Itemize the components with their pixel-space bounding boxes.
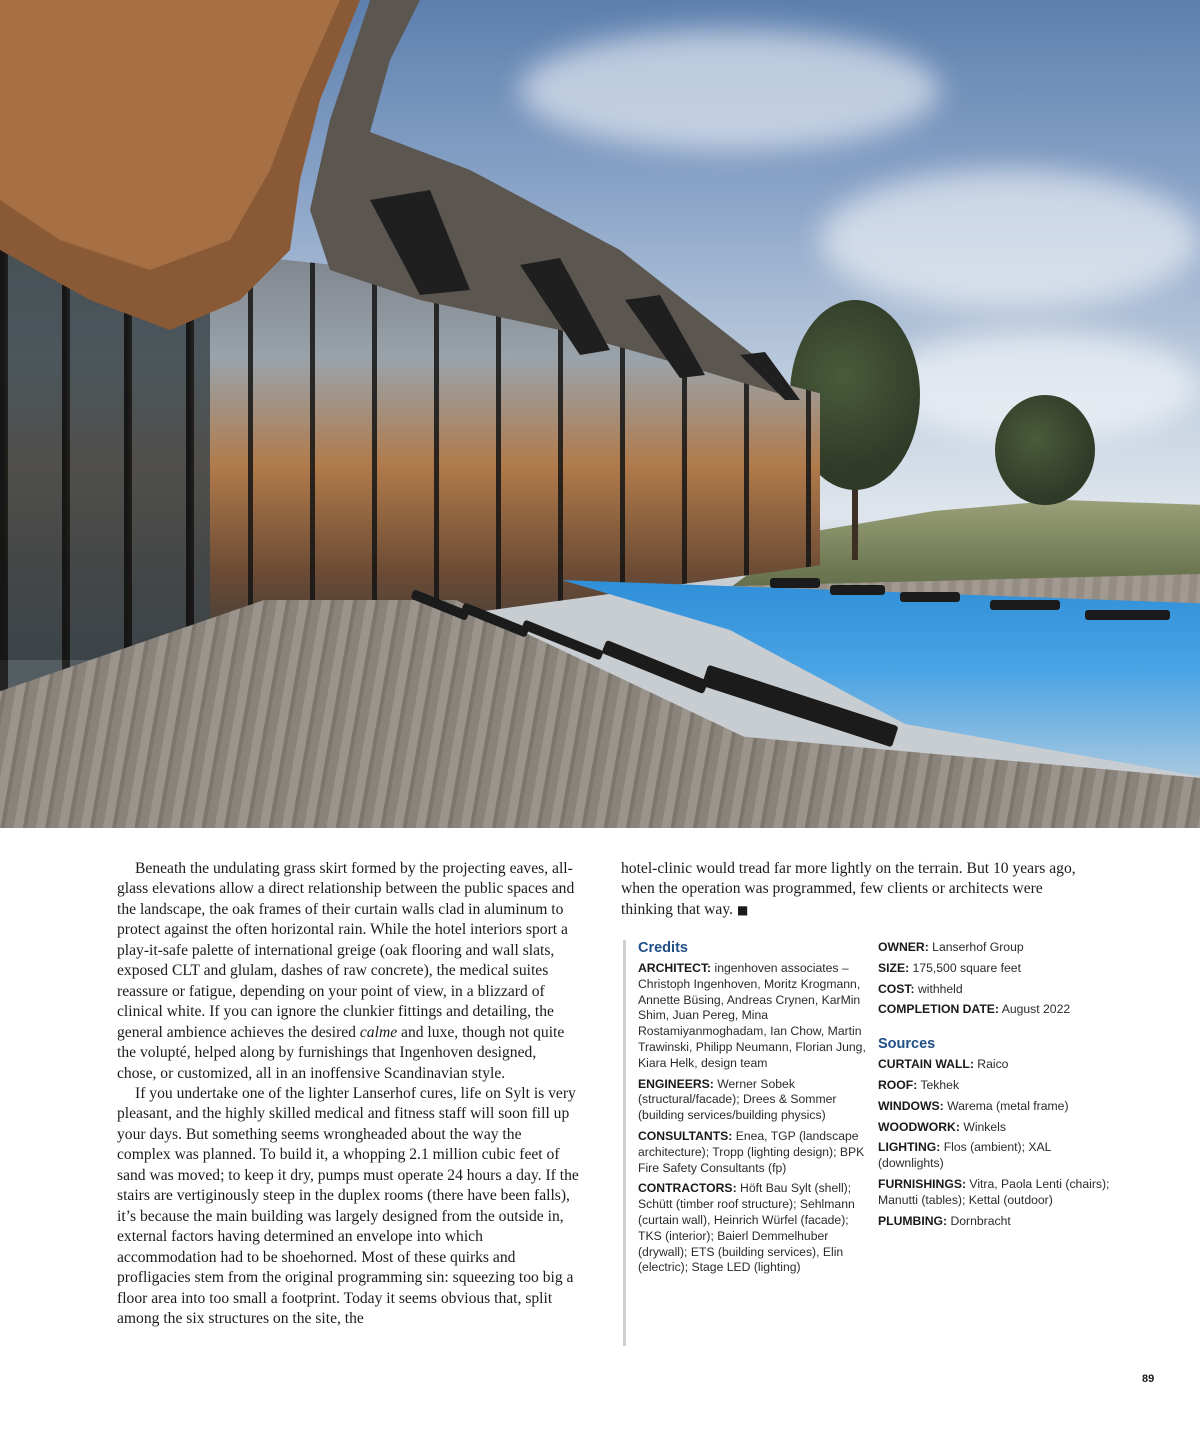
credit-label: COMPLETION DATE:	[878, 1002, 999, 1017]
body-column-2	[621, 859, 1083, 920]
credit-label: ARCHITECT:	[638, 961, 712, 975]
credit-value: August 2022	[1001, 1002, 1071, 1017]
credits-box	[623, 940, 1113, 1346]
sun-lounger	[830, 585, 885, 595]
credit-value: Vitra, Paola Lenti (chairs); Manutti (tables); Kettal (outdoor)	[878, 1176, 1110, 1207]
credit-label: CURTAIN WALL:	[878, 1057, 974, 1072]
credit-entry	[878, 1177, 1114, 1209]
credit-label: CONSULTANTS:	[638, 1128, 733, 1143]
credit-entry	[638, 961, 866, 1072]
credit-label: LIGHTING:	[878, 1140, 941, 1155]
credits-heading: Credits	[638, 940, 688, 956]
credit-value: Tekhek	[920, 1077, 960, 1092]
credit-value: withheld	[917, 981, 963, 996]
credit-value: Flos (ambient); XAL (downlights)	[878, 1140, 1051, 1171]
credit-value: Raico	[977, 1057, 1009, 1072]
sun-lounger	[1085, 610, 1170, 620]
credit-entry	[878, 1057, 1114, 1073]
credit-label: ENGINEERS:	[638, 1076, 714, 1091]
credit-entry	[878, 961, 1114, 977]
sources-list	[878, 1057, 1114, 1229]
paragraph: If you undertake one of the lighter Lanserhof cures, life on Sylt is very pleasant, and the highly skilled medical and fitness staff will soon fill up your days. But something seems wrongheaded about the way the complex was planned. To build it, a whopping 2.1 million cubic feet of sand was moved; to keep it dry, pumps must operate 24 hours a day. If the stairs are vertiginously steep in the duplex rooms (there have been falls), it’s because the main building was largely designed from the outside in, external factors having determined an envelope into which accommodation had to be shoehorned. Most of these quirks and profligacies stem from the original programming sin: squeezing too big a floor area into too small a footprint. Today it seems obvious that, split among the six structures on the site, the	[117, 1084, 579, 1327]
credit-entry	[638, 1077, 866, 1124]
page-number: 89	[1142, 1373, 1155, 1385]
credit-value: Lanserhof Group	[932, 940, 1024, 954]
credit-value: Dornbracht	[950, 1213, 1011, 1228]
credit-label: COST:	[878, 981, 915, 996]
credit-value: 175,500 square feet	[912, 960, 1021, 975]
credit-entry	[878, 982, 1114, 998]
credit-entry	[878, 940, 1114, 956]
paragraph	[117, 859, 579, 1084]
credit-label: OWNER:	[878, 940, 929, 954]
credit-entry	[638, 1181, 866, 1276]
sun-lounger	[770, 578, 820, 588]
end-mark-icon: ■	[736, 902, 749, 917]
credits-list	[638, 961, 866, 1276]
credit-label: ROOF:	[878, 1077, 918, 1092]
credit-label: FURNISHINGS:	[878, 1176, 967, 1191]
credit-entry	[878, 1099, 1114, 1115]
credit-value: Höft Bau Sylt (shell); Schütt (timber roof structure); Sehlmann (curtain wall), Heinrich Würfel (facade); TKS (interior); Baierl Demmelhuber (drywall); ETS (building services), Elin (electric); Stage LED (lighting)	[638, 1181, 855, 1275]
italic-word: calme	[359, 1023, 398, 1041]
credit-entry	[878, 1120, 1114, 1136]
credit-value: Winkels	[963, 1119, 1006, 1134]
sun-lounger	[900, 592, 960, 602]
credit-entry	[878, 1078, 1114, 1094]
paragraph-text: Beneath the undulating grass skirt formed by the projecting eaves, all-glass elevations allow a direct relationship between the public spaces and the landscape, the oak frames of their curtain walls clad in aluminum to protect against the often horizontal rain. While the hotel interiors sport a play-it-safe palette of international greige (oak flooring and wall slats, exposed CLT and glulam, dashes of raw concrete), the medical suites reassure or fatigue, depending on your point of view, in a blizzard of clinical white. If you can ignore the clunkier fittings and detailing, the general ambience achieves the desired	[117, 860, 575, 1041]
credit-value: Werner Sobek (structural/facade); Drees & Sommer (building services/building physics)	[638, 1076, 837, 1123]
credit-entry	[878, 1002, 1114, 1018]
credit-value: Warema (metal frame)	[947, 1098, 1069, 1113]
credit-label: WOODWORK:	[878, 1119, 960, 1134]
credit-entry	[878, 1214, 1114, 1230]
body-column-1	[117, 859, 579, 1329]
credits-right-column	[878, 940, 1114, 1234]
credit-value: ingenhoven associates – Christoph Ingenhoven, Moritz Krogmann, Annette Büsing, Andreas Crynen, KarMin Shim, Juan Pereg, Mina Rostamiyanmoghadam, Ian Chow, Martin Trawinski, Philipp Neumann, Florian Jung, Kiara Helk, design team	[638, 961, 866, 1070]
paragraph-text: hotel-clinic would tread far more lightly on the terrain. But 10 years ago, when the operation was programmed, few clients or architects were thinking that way.	[621, 860, 1076, 918]
credit-label: PLUMBING:	[878, 1213, 948, 1228]
credit-label: WINDOWS:	[878, 1098, 944, 1113]
sun-lounger	[990, 600, 1060, 610]
credit-entry	[638, 1129, 866, 1176]
paragraph-text: and luxe, though not quite the volupté, helped along by furnishings that Ingenhoven designed, chose, or customized, all in an inoffensive Scandinavian style.	[117, 1023, 565, 1082]
credit-label: SIZE:	[878, 960, 910, 975]
paragraph	[621, 859, 1083, 920]
credit-value: Enea, TGP (landscape architecture); Tropp (lighting design); BPK Fire Safety Consultants (fp)	[638, 1128, 865, 1175]
credit-label: CONTRACTORS:	[638, 1181, 737, 1196]
sources-heading: Sources	[878, 1036, 936, 1053]
credits-left-column	[638, 940, 866, 1281]
credits-right-list	[878, 940, 1114, 1018]
credit-entry	[878, 1140, 1114, 1172]
